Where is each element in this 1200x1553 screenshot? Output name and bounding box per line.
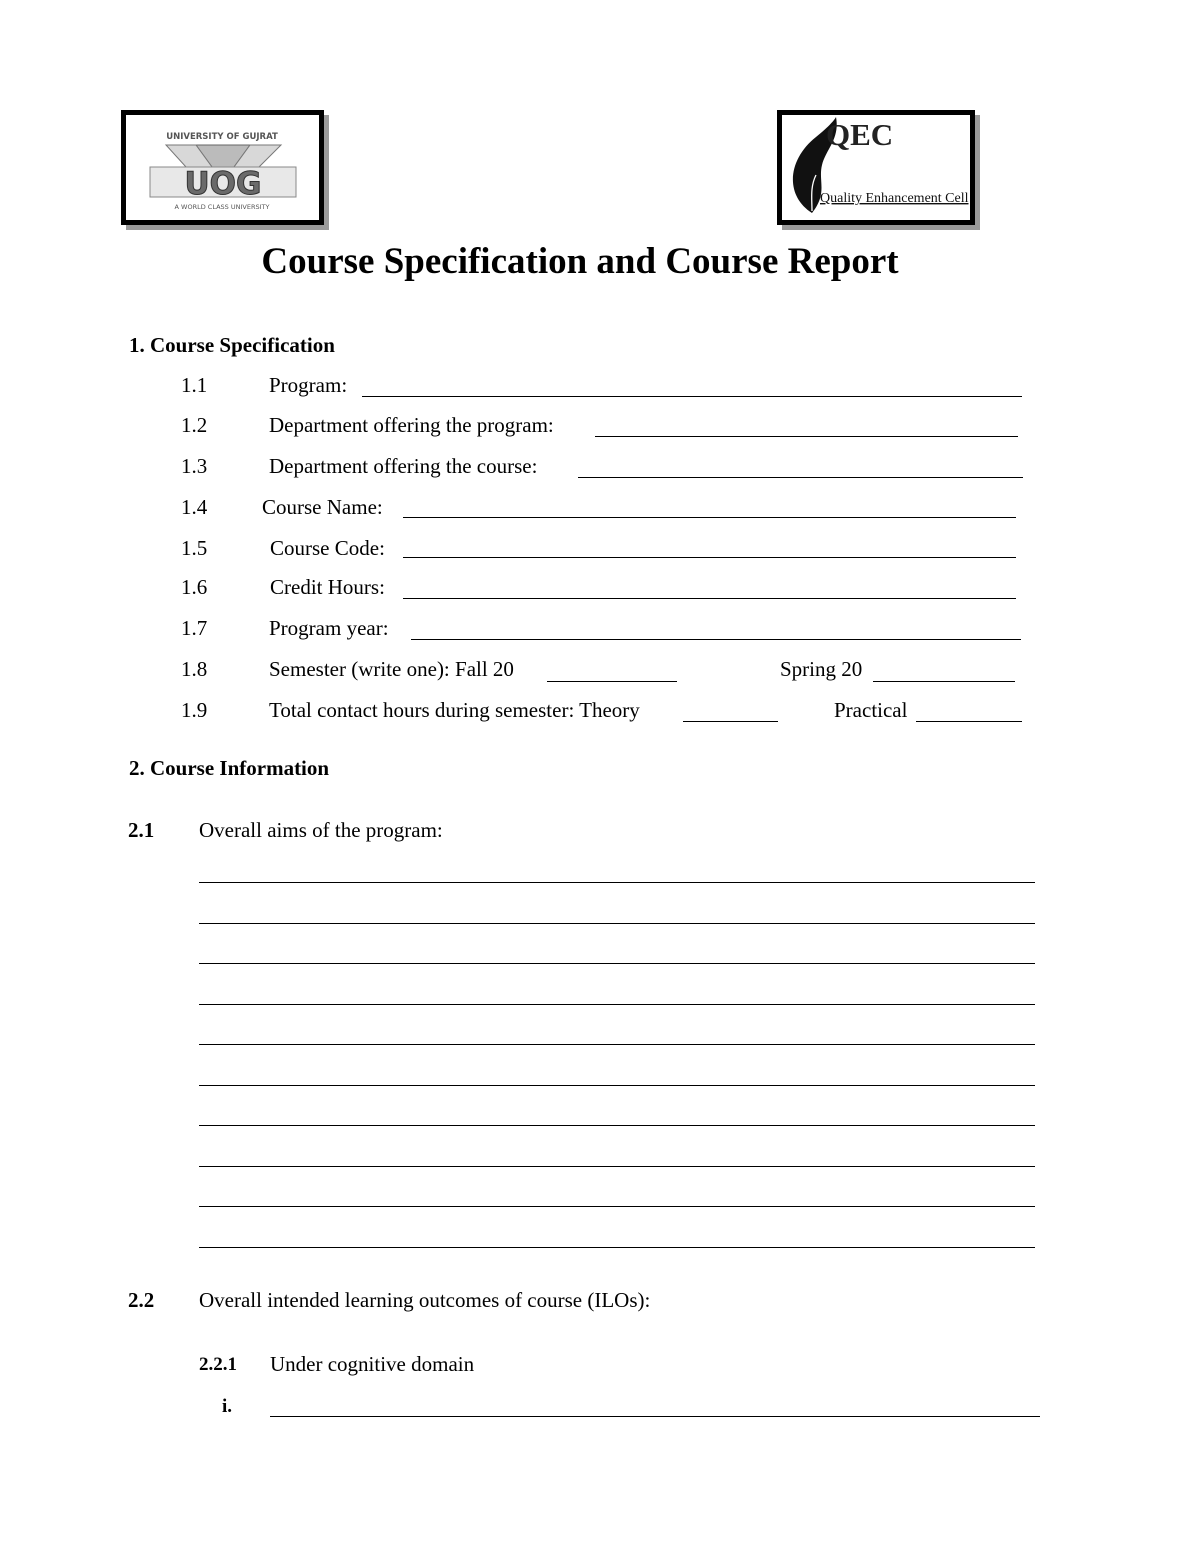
item-1-3-number: 1.3 xyxy=(181,454,208,478)
aims-line[interactable] xyxy=(199,1004,1035,1005)
program-year-field[interactable] xyxy=(411,639,1021,640)
section1-heading: 1. Course Specification xyxy=(129,333,335,357)
uog-tagline: A WORLD CLASS UNIVERSITY xyxy=(174,203,270,211)
cognitive-outcome-i-field[interactable] xyxy=(270,1416,1040,1417)
department-course-field[interactable] xyxy=(578,477,1023,478)
course-code-field[interactable] xyxy=(403,557,1016,558)
item-1-8-number: 1.8 xyxy=(181,657,208,681)
item-2-2-1-label: Under cognitive domain xyxy=(270,1352,475,1376)
course-name-field[interactable] xyxy=(403,517,1016,518)
aims-line[interactable] xyxy=(199,1166,1035,1167)
uog-mark: UOG xyxy=(184,166,262,202)
aims-line[interactable] xyxy=(199,963,1035,964)
spring-year-field[interactable] xyxy=(873,681,1015,682)
item-1-4-number: 1.4 xyxy=(181,495,208,519)
item-1-9-label: Total contact hours during semester: Theory xyxy=(269,698,640,722)
aims-line[interactable] xyxy=(199,882,1035,883)
qec-logo-graphic xyxy=(782,115,970,220)
item-2-2-number: 2.2 xyxy=(128,1288,155,1312)
document-title: Course Specification and Course Report xyxy=(261,241,899,282)
item-1-3-label: Department offering the course: xyxy=(269,454,538,478)
section2-heading: 2. Course Information xyxy=(129,756,330,780)
item-1-9-number: 1.9 xyxy=(181,698,208,722)
item-1-8-spring-label: Spring 20 xyxy=(780,657,863,681)
item-1-5-label: Course Code: xyxy=(270,536,385,560)
credit-hours-field[interactable] xyxy=(403,598,1016,599)
aims-line[interactable] xyxy=(199,923,1035,924)
theory-hours-field[interactable] xyxy=(683,721,778,722)
item-2-1-label: Overall aims of the program: xyxy=(199,818,443,842)
aims-line[interactable] xyxy=(199,1085,1035,1086)
aims-line[interactable] xyxy=(199,1125,1035,1126)
item-1-2-number: 1.2 xyxy=(181,413,208,437)
item-1-2-label: Department offering the program: xyxy=(269,413,554,437)
item-1-6-label: Credit Hours: xyxy=(270,575,385,599)
uog-logo xyxy=(121,110,324,225)
item-2-2-label: Overall intended learning outcomes of course (ILOs): xyxy=(199,1288,651,1312)
item-1-1-number: 1.1 xyxy=(181,373,208,397)
item-1-1-label: Program: xyxy=(269,373,348,397)
item-2-2-1-number: 2.2.1 xyxy=(199,1354,237,1375)
item-1-6-number: 1.6 xyxy=(181,575,208,599)
item-1-8-label: Semester (write one): Fall 20 xyxy=(269,657,514,681)
item-1-7-number: 1.7 xyxy=(181,616,208,640)
uog-logo-graphic xyxy=(126,115,319,220)
program-field[interactable] xyxy=(362,396,1022,397)
qec-logo xyxy=(777,110,975,225)
department-program-field[interactable] xyxy=(595,436,1018,437)
uog-top-text: UNIVERSITY OF GUJRAT xyxy=(166,132,278,142)
fall-year-field[interactable] xyxy=(547,681,677,682)
item-1-5-number: 1.5 xyxy=(181,536,208,560)
item-1-7-label: Program year: xyxy=(269,616,389,640)
roman-numeral-i: i. xyxy=(222,1396,233,1417)
aims-line[interactable] xyxy=(199,1044,1035,1045)
aims-line[interactable] xyxy=(199,1247,1035,1248)
aims-line[interactable] xyxy=(199,1206,1035,1207)
item-1-4-label: Course Name: xyxy=(262,495,383,519)
qec-caption: Quality Enhancement Cell xyxy=(820,191,969,206)
item-1-9-practical-label: Practical xyxy=(834,698,908,722)
item-2-1-number: 2.1 xyxy=(128,818,155,842)
practical-hours-field[interactable] xyxy=(916,721,1022,722)
qec-mark: QEC xyxy=(826,117,894,152)
